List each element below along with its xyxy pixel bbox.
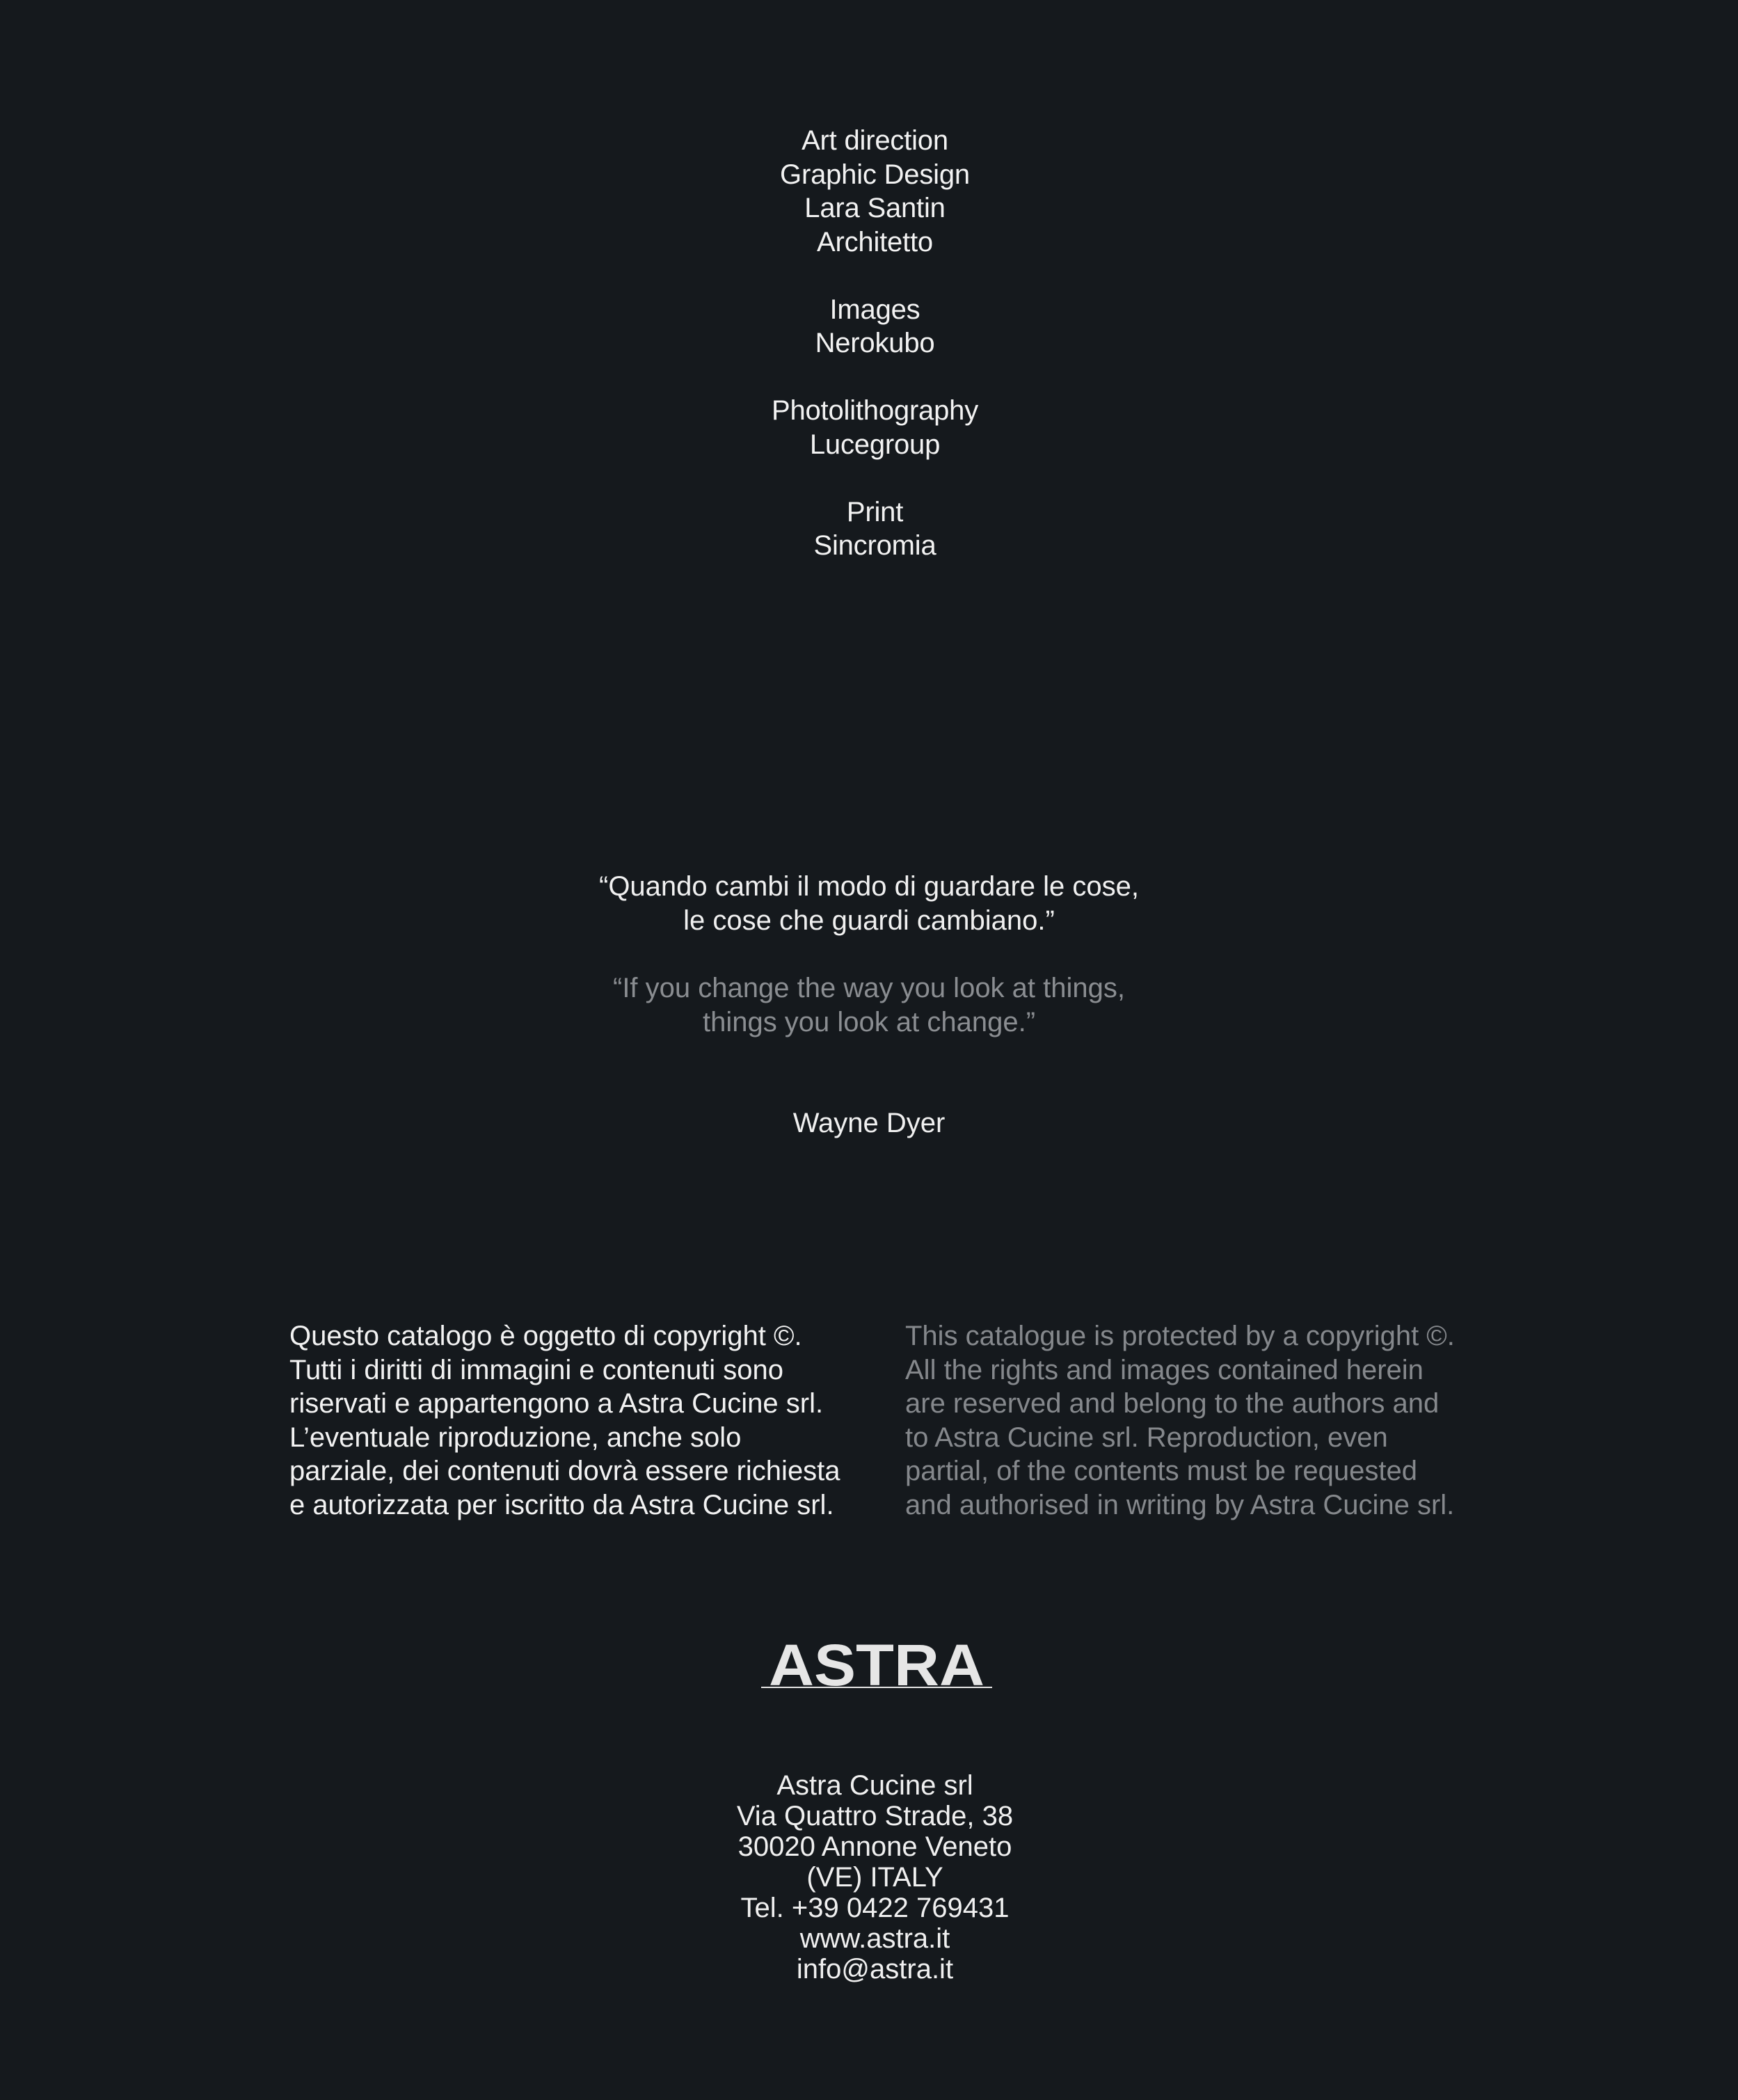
address-street: Via Quattro Strade, 38 xyxy=(736,1801,1014,1831)
credit-line: Print xyxy=(846,496,904,527)
credit-photolithography xyxy=(0,394,1738,461)
quote-italian xyxy=(0,870,1738,937)
credit-line: Sincromia xyxy=(813,530,936,561)
address-email[interactable]: info@astra.it xyxy=(796,1954,954,1984)
copyright-line: This catalogue is protected by a copyright ©. xyxy=(905,1321,1455,1351)
credit-line: Photolithography xyxy=(771,395,978,426)
credit-line: Nerokubo xyxy=(815,328,935,358)
copyright-line: are reserved and belong to the authors and xyxy=(905,1388,1440,1419)
author-name: Wayne Dyer xyxy=(792,1108,946,1138)
copyright-line: parziale, dei contenuti dovrà essere richiesta xyxy=(289,1456,840,1486)
quote-author xyxy=(0,1106,1738,1140)
logo-text: ASTRA xyxy=(769,1644,984,1698)
quote-english xyxy=(0,971,1738,1039)
credit-print xyxy=(0,495,1738,563)
copyright-line: Questo catalogo è oggetto di copyright ©. xyxy=(289,1321,802,1351)
address-region: (VE) ITALY xyxy=(806,1862,943,1893)
credit-line: Lucegroup xyxy=(809,429,941,460)
address-city: 30020 Annone Veneto xyxy=(738,1831,1012,1862)
copyright-line: L’eventuale riproduzione, anche solo xyxy=(289,1422,742,1453)
company-address xyxy=(0,1770,1738,1984)
copyright-line: partial, of the contents must be requested xyxy=(905,1456,1417,1486)
credit-line: Art direction xyxy=(802,125,948,156)
copyright-italian xyxy=(289,1319,840,1522)
quote-line: things you look at change.” xyxy=(702,1006,1036,1037)
astra-logo xyxy=(758,1644,995,1708)
copyright-line: All the rights and images contained herein xyxy=(905,1354,1424,1385)
quote-line: “If you change the way you look at things, xyxy=(613,973,1125,1003)
credit-line: Graphic Design xyxy=(780,159,970,190)
credit-line: Lara Santin xyxy=(804,193,946,223)
quote-line: le cose che guardi cambiano.” xyxy=(683,905,1055,936)
copyright-line: Tutti i diritti di immagini e contenuti sono xyxy=(289,1354,783,1385)
credit-art-direction xyxy=(0,124,1738,259)
quote-line: “Quando cambi il modo di guardare le cose, xyxy=(599,871,1139,902)
copyright-line: e autorizzata per iscritto da Astra Cucine srl. xyxy=(289,1489,834,1520)
copyright-line: and authorised in writing by Astra Cucine srl. xyxy=(905,1489,1455,1520)
copyright-english xyxy=(905,1319,1455,1522)
copyright-line: to Astra Cucine srl. Reproduction, even xyxy=(905,1422,1388,1453)
credit-line: Images xyxy=(829,294,920,325)
company-name: Astra Cucine srl xyxy=(776,1770,973,1801)
credit-images xyxy=(0,293,1738,360)
credit-line: Architetto xyxy=(817,226,933,257)
address-website[interactable]: www.astra.it xyxy=(799,1923,950,1954)
credits-block xyxy=(0,124,1738,596)
address-phone: Tel. +39 0422 769431 xyxy=(740,1893,1010,1923)
copyright-line: riservati e appartengono a Astra Cucine srl. xyxy=(289,1388,824,1419)
